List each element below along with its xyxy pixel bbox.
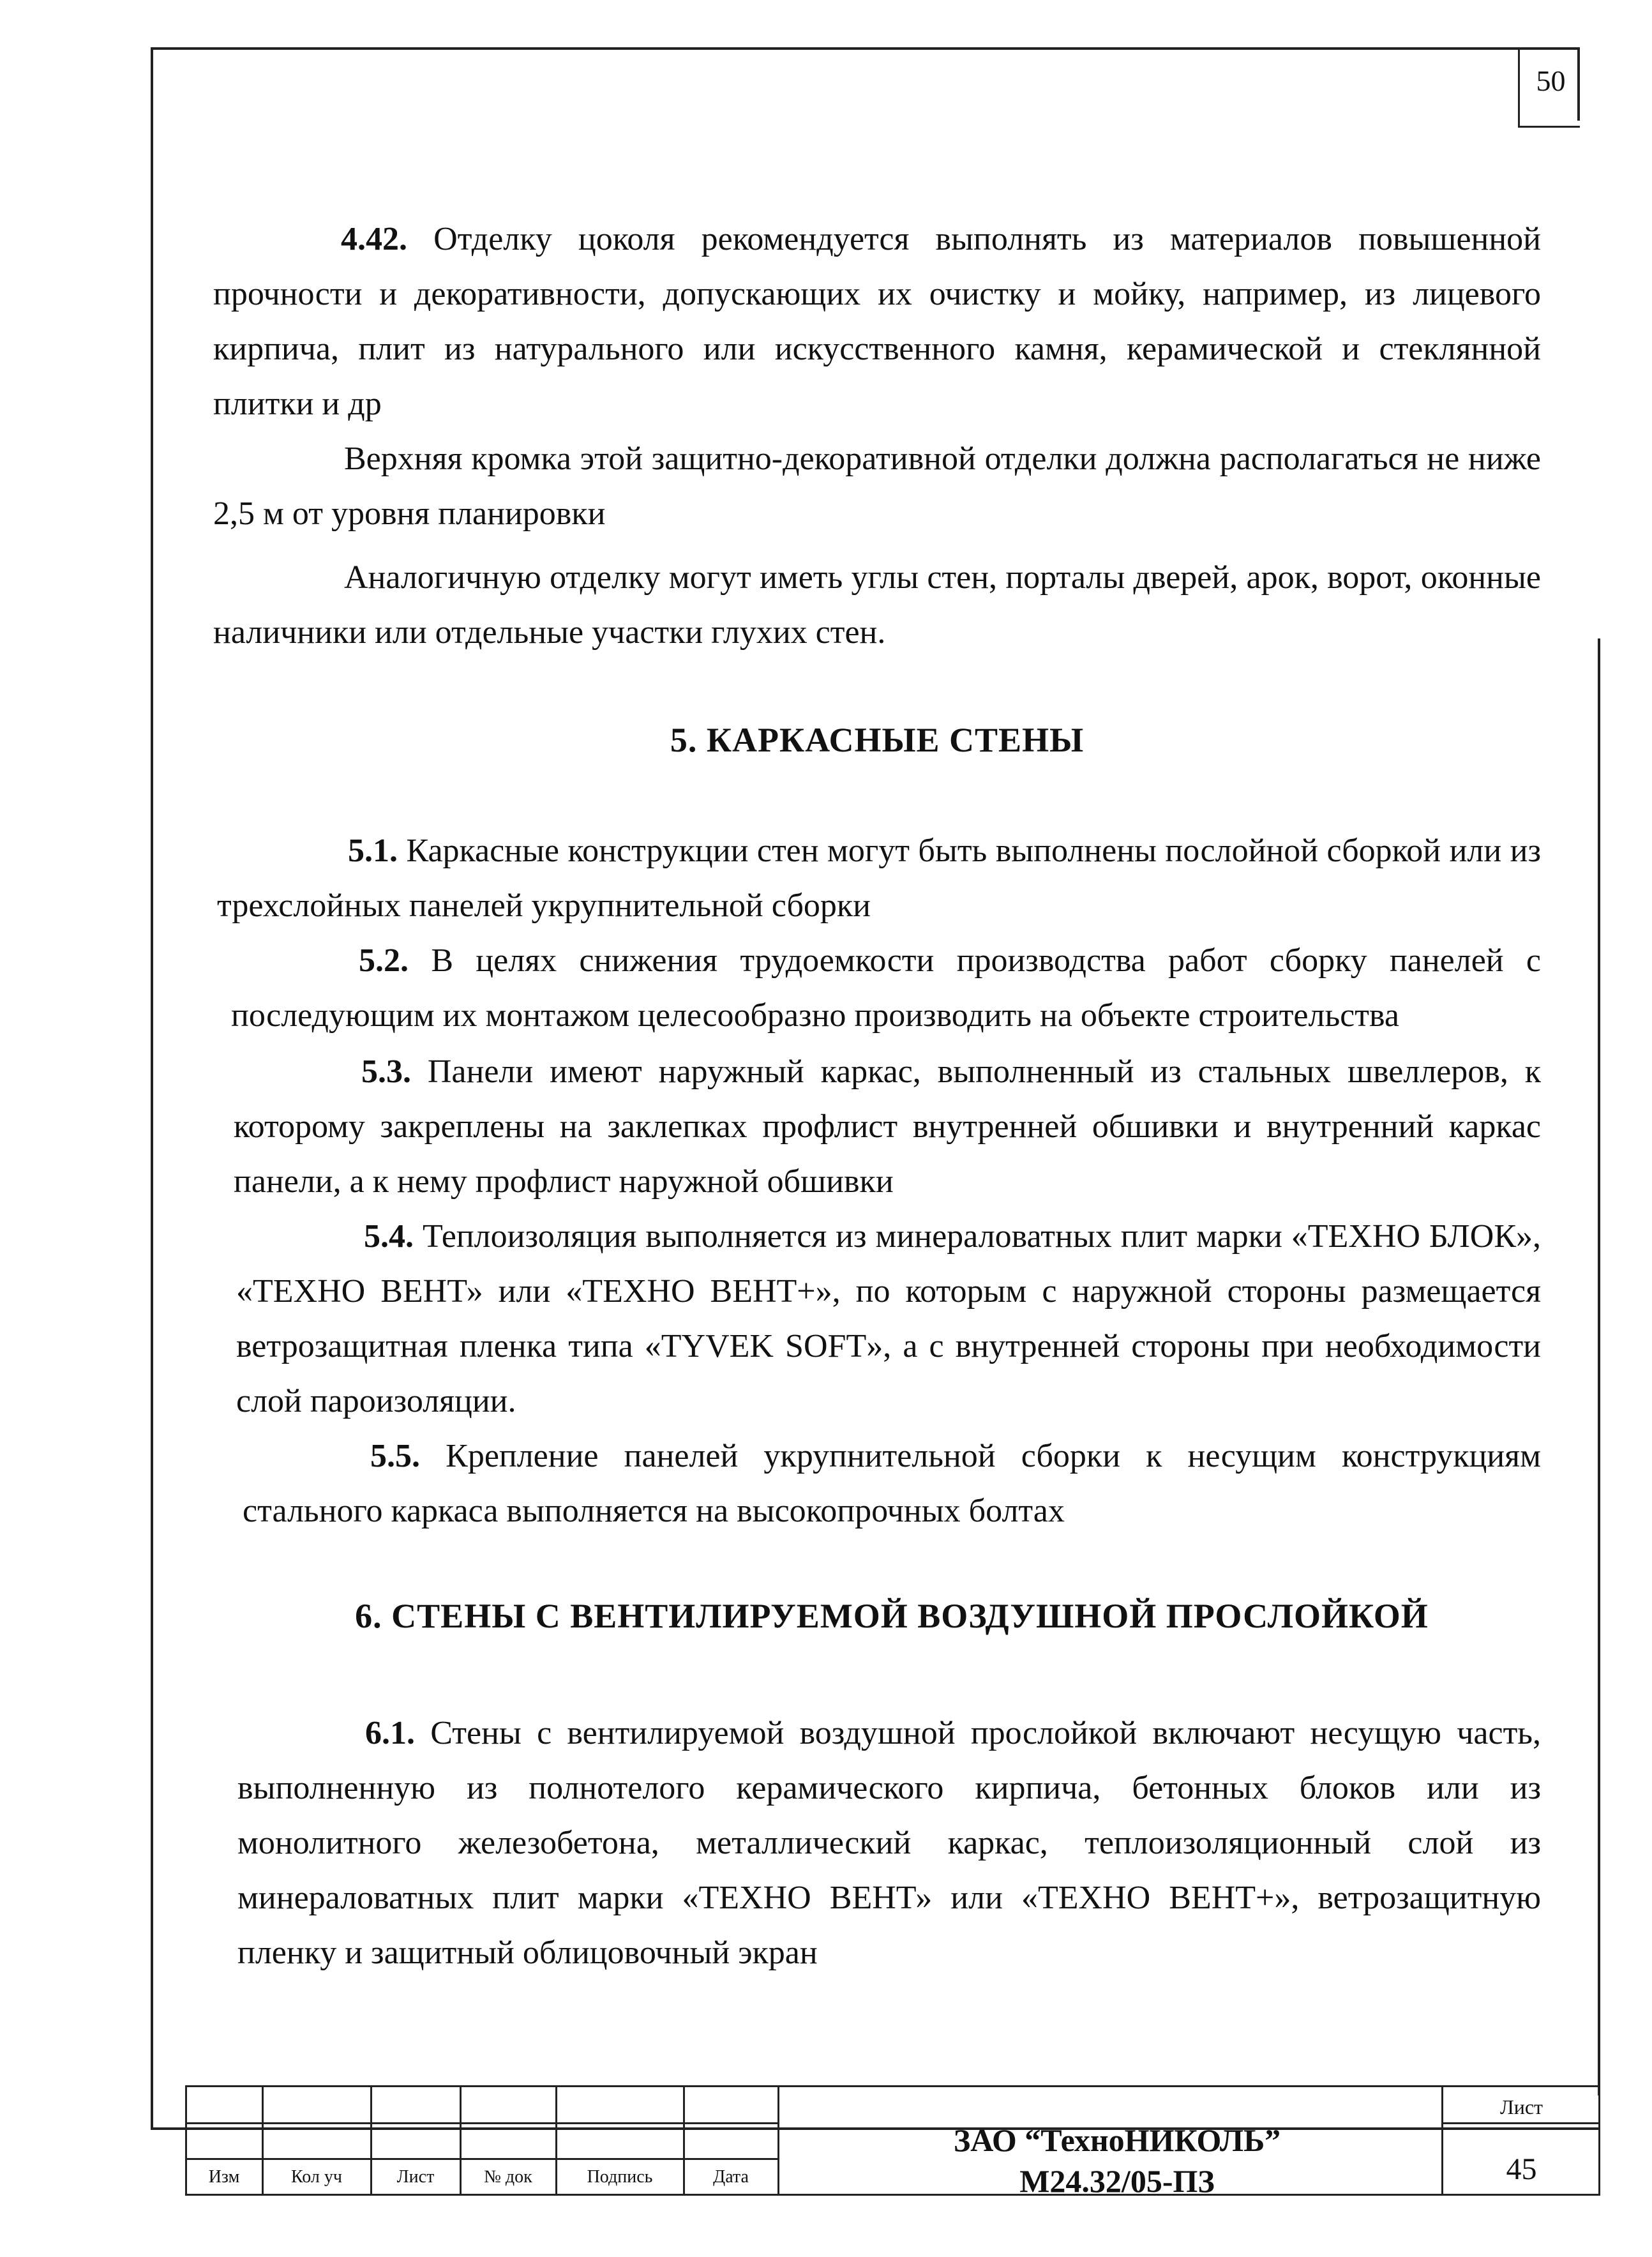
paragraph-number: 5.1.: [348, 833, 398, 869]
paragraph-text: Стены с вентилируемой воздушной прослойкой включают несущую часть, выполненную из полнотелого керамического кирпича, бетонных блоков или из монолитного железобетона, металлический каркас, теплоизоляционный слой из минераловатных плит марки «ТЕХНО ВЕНТ» или «ТЕХНО ВЕНТ+», ветрозащитную пленку и защитный облицовочный экран: [237, 1715, 1542, 1971]
company-name: ЗАО “ТехноНИКОЛЬ”: [953, 2122, 1281, 2158]
sheet-number: 45: [1506, 2152, 1537, 2186]
frame-top-border: [151, 47, 1580, 50]
paragraph-number: 6.1.: [365, 1715, 415, 1751]
paragraph-text: Теплоизоляция выполняется из минераловатных плит марки «ТЕХНО БЛОК», «ТЕХНО ВЕНТ» или «ТЕХНО ВЕНТ+», по которым с наружной стороны размещается ветрозащитная пленка типа «TYVEK SOFT», а с внутренней стороны при необходимости слой пароизоляции.: [236, 1218, 1541, 1419]
paragraph-text: В целях снижения трудоемкости производства работ сборку панелей с последующим их монтажом целесообразно производить на объекте строительства: [231, 942, 1541, 1034]
paragraph-text: Отделку цоколя рекомендуется выполнять из материалов повышенной прочности и декоративности, допускающих их очистку и мойку, например, из лицевого кирпича, плит из натурального или искусственного камня, керамической и стеклянной плитки и др: [213, 221, 1542, 422]
paragraph-text: Верхняя кромка этой защитно-декоративной отделки должна располагаться не ниже 2,5 м от уровня планировки: [213, 441, 1541, 532]
paragraph-4-42: [213, 212, 1541, 432]
paragraph-number: 4.42.: [341, 221, 407, 257]
title-block-label-kol-uch: Кол уч: [291, 2167, 342, 2187]
section-heading-6: 6. СТЕНЫ С ВЕНТИЛИРУЕМОЙ ВОЗДУШНОЙ ПРОСЛОЙКОЙ: [355, 1597, 1429, 1635]
paragraph-number: 5.3.: [361, 1053, 411, 1090]
sheet-label: Лист: [1499, 2095, 1543, 2118]
paragraph-5-5: [243, 1429, 1541, 1539]
paragraph-number: 5.5.: [370, 1438, 420, 1474]
paragraph-text: Крепление панелей укрупнительной сборки к несущим конструкциям стального каркаса выполняется на высокопрочных болтах: [243, 1438, 1541, 1529]
paragraph-5-2: [231, 933, 1541, 1043]
frame-left-border: [151, 47, 153, 2130]
title-block-label-izm: Изм: [208, 2167, 240, 2187]
document-code: М24.32/05-ПЗ: [1019, 2163, 1215, 2199]
page-number-box: [1518, 50, 1580, 128]
title-block-label-doc-no: № док: [484, 2167, 532, 2187]
paragraph-5-1: [217, 824, 1541, 933]
paragraph-6-1: [237, 1706, 1541, 1981]
title-block-label-date: Дата: [713, 2167, 749, 2187]
paragraph-text: Панели имеют наружный каркас, выполненный из стальных швеллеров, к которому закреплены на заклепках профлист внутренней обшивки и внутренний каркас панели, а к нему профлист наружной обшивки: [234, 1053, 1541, 1200]
title-block-top-line: [185, 2085, 1600, 2087]
paragraph-4-42-c: [213, 550, 1541, 660]
paragraph-5-4: [236, 1209, 1541, 1429]
title-block-company: [776, 2120, 1459, 2201]
paragraph-number: 5.4.: [364, 1218, 414, 1255]
title-block-label-signature: Подпись: [587, 2167, 653, 2187]
paragraph-5-3: [234, 1045, 1541, 1209]
title-block-label-list: Лист: [396, 2167, 435, 2187]
paragraph-text: Аналогичную отделку могут иметь углы стен, порталы дверей, арок, ворот, оконные наличники или отдельные участки глухих стен.: [213, 559, 1541, 651]
section-heading-5: 5. КАРКАСНЫЕ СТЕНЫ: [670, 721, 1085, 759]
paragraph-4-42-b: [213, 432, 1541, 541]
title-block-row-line: [185, 2122, 779, 2124]
title-block-row-line: [185, 2158, 779, 2160]
paragraph-number: 5.2.: [359, 942, 409, 979]
paragraph-text: Каркасные конструкции стен могут быть выполнены послойной сборкой или из трехслойных панелей укрупнительной сборки: [217, 833, 1541, 924]
frame-right-border-lower: [1598, 638, 1600, 2095]
page-number: 50: [1536, 64, 1566, 97]
title-block-sheet-line: [1443, 2122, 1600, 2124]
